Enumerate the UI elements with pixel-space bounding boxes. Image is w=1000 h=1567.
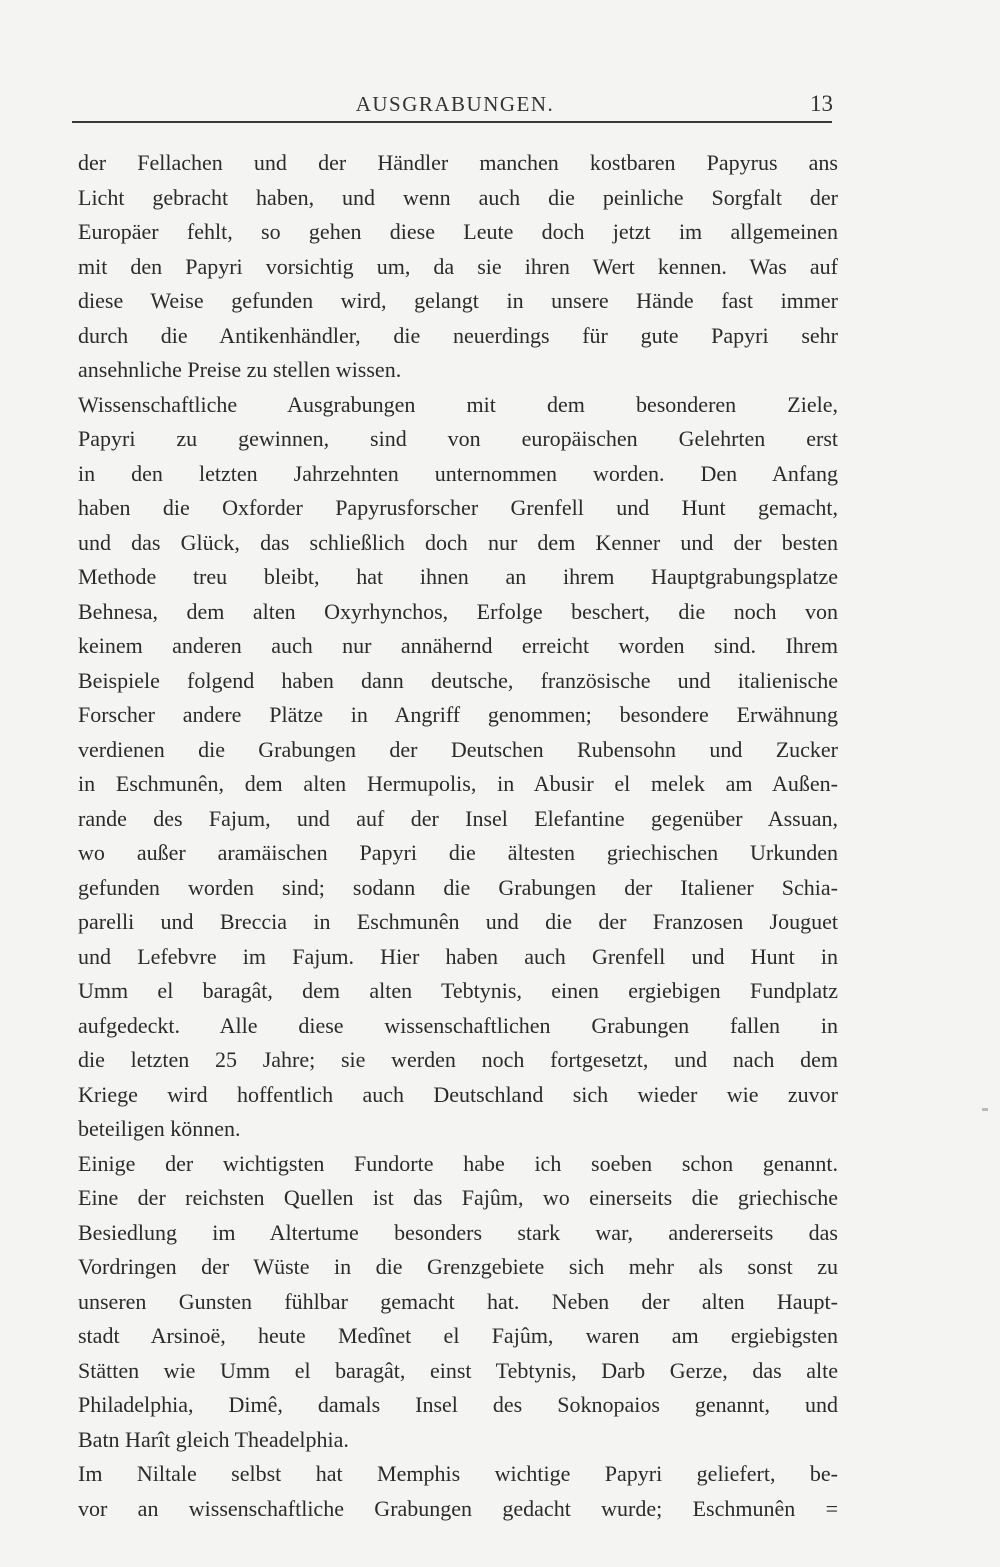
running-head: AUSGRABUNGEN. — [355, 92, 555, 116]
text-line: stadt Arsinoë, heute Medînet el Fajûm, waren am ergiebigsten — [78, 1323, 838, 1348]
text-line: verdienen die Grabungen der Deutschen Rubensohn und Zucker — [78, 736, 838, 762]
page-header — [77, 88, 833, 122]
text-line: wo außer aramäischen Papyri die ältesten griechischen Urkunden — [78, 840, 838, 865]
text-line: Besiedlung im Altertume besonders stark war, andererseits das — [78, 1219, 838, 1245]
scan-mark — [982, 1108, 988, 1111]
text-line: aufgedeckt. Alle diese wissenschaftlichen Grabungen fallen in — [78, 1012, 838, 1038]
text-line: und das Glück, das schließlich doch nur dem Kenner und der besten — [78, 529, 838, 555]
text-line: diese Weise gefunden wird, gelangt in unsere Hände fast immer — [78, 288, 838, 313]
text-line: rande des Fajum, und auf der Insel Elefantine gegenüber Assuan, — [78, 805, 838, 831]
text-line: Behnesa, dem alten Oxyrhynchos, Erfolge beschert, die noch von — [78, 598, 838, 624]
text-line: in Eschmunên, dem alten Hermupolis, in Abusir el melek am Außen- — [78, 771, 838, 796]
text-line: keinem anderen auch nur annähernd erreicht worden sind. Ihrem — [78, 633, 838, 658]
text-line: gefunden worden sind; sodann die Grabungen der Italiener Schia- — [78, 874, 838, 900]
text-line: Batn Harît gleich Theadelphia. — [78, 1426, 349, 1452]
text-line: Stätten wie Umm el baragât, einst Tebtynis, Darb Gerze, das alte — [78, 1357, 838, 1383]
text-line: parelli und Breccia in Eschmunên und die der Franzosen Jouguet — [78, 909, 838, 934]
header-rule — [72, 121, 832, 123]
text-line: Papyri zu gewinnen, sind von europäischen Gelehrten erst — [78, 426, 838, 451]
text-line: und Lefebvre im Fajum. Hier haben auch Grenfell und Hunt in — [78, 943, 838, 969]
text-line: Im Niltale selbst hat Memphis wichtige Papyri geliefert, be- — [78, 1461, 838, 1486]
text-line: die letzten 25 Jahre; sie werden noch fortgesetzt, und nach dem — [78, 1047, 838, 1072]
text-line: Licht gebracht haben, und wenn auch die peinliche Sorgfalt der — [78, 184, 838, 210]
text-line: Kriege wird hoffentlich auch Deutschland sich wieder wie zuvor — [78, 1081, 838, 1107]
text-line: Forscher andere Plätze in Angriff genommen; besondere Erwähnung — [78, 702, 838, 727]
body-text — [78, 146, 838, 1526]
text-line: ansehnliche Preise zu stellen wissen. — [78, 357, 402, 382]
text-line: Europäer fehlt, so gehen diese Leute doch jetzt im allgemeinen — [78, 219, 838, 244]
page-number: 13 — [810, 91, 833, 116]
text-line: vor an wissenschaftliche Grabungen gedacht wurde; Eschmunên = — [78, 1495, 838, 1521]
text-line: beteiligen können. — [78, 1116, 241, 1141]
text-line: durch die Antikenhändler, die neuerdings für gute Papyri sehr — [78, 322, 838, 348]
text-line: Beispiele folgend haben dann deutsche, französische und italienische — [78, 667, 838, 693]
text-line: Philadelphia, Dimê, damals Insel des Soknopaios genannt, und — [78, 1392, 838, 1417]
text-line: Umm el baragât, dem alten Tebtynis, einen ergiebigen Fundplatz — [78, 978, 838, 1003]
text-line: in den letzten Jahrzehnten unternommen worden. Den Anfang — [78, 460, 838, 486]
text-line: unseren Gunsten fühlbar gemacht hat. Neben der alten Haupt- — [78, 1288, 838, 1314]
text-line: der Fellachen und der Händler manchen kostbaren Papyrus ans — [78, 150, 838, 175]
text-line: Vordringen der Wüste in die Grenzgebiete sich mehr als sonst zu — [78, 1254, 838, 1279]
text-line: Einige der wichtigsten Fundorte habe ich soeben schon genannt. — [78, 1150, 838, 1176]
text-line: Methode treu bleibt, hat ihnen an ihrem Hauptgrabungsplatze — [78, 564, 838, 589]
text-line: haben die Oxforder Papyrusforscher Grenfell und Hunt gemacht, — [78, 495, 838, 520]
text-line: Eine der reichsten Quellen ist das Fajûm, wo einerseits die griechische — [78, 1185, 838, 1210]
text-line: Wissenschaftliche Ausgrabungen mit dem besonderen Ziele, — [78, 391, 838, 417]
text-line: mit den Papyri vorsichtig um, da sie ihren Wert kennen. Was auf — [78, 253, 838, 279]
